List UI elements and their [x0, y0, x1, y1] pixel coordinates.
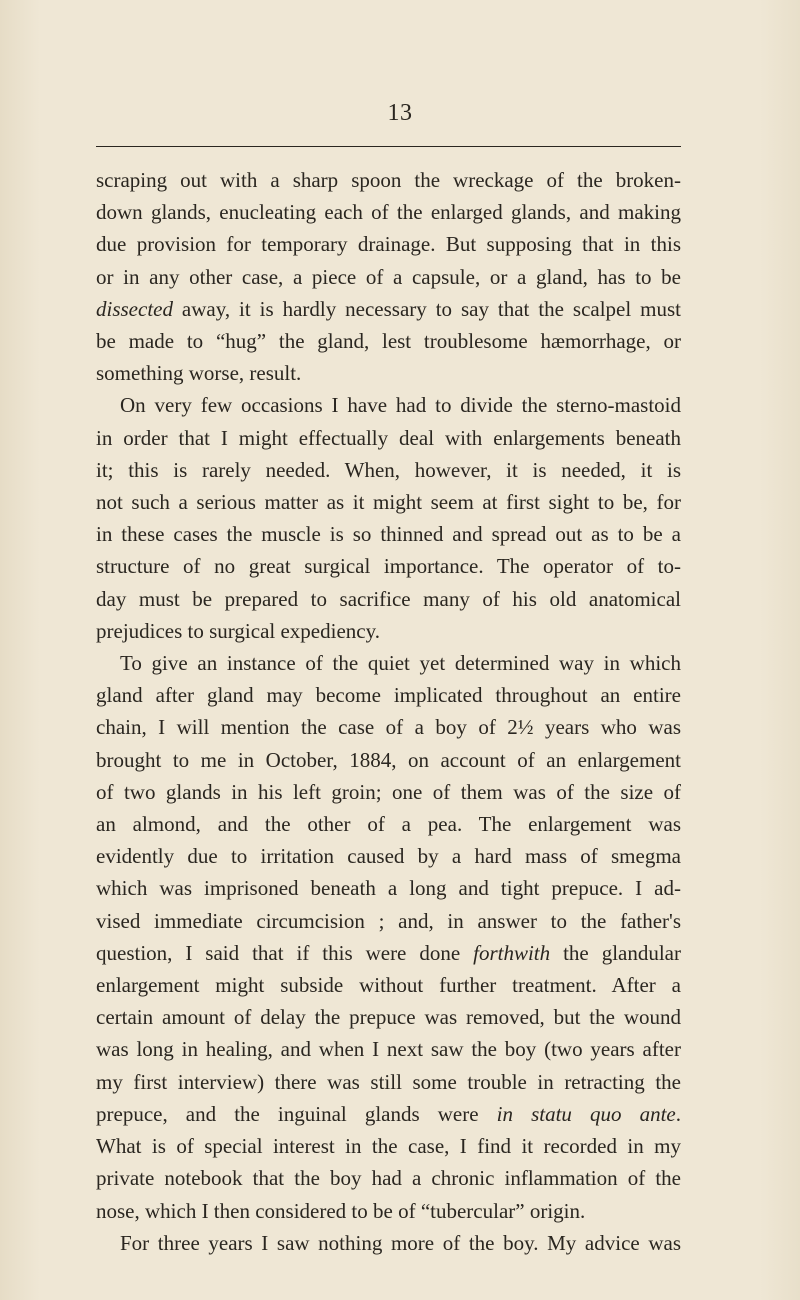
text-line: in order that I might effectually deal with enlargements beneath — [96, 425, 681, 450]
italic-phrase: in statu quo ante — [496, 1101, 676, 1126]
text-line: down glands, enucleating each of the enlarged glands, and making — [96, 200, 681, 225]
text-fragment: the glandular — [550, 940, 681, 965]
text-line: not such a serious matter as it might seem at first sight to be, for — [96, 490, 681, 515]
text-line: To give an instance of the quiet yet determined way in which — [120, 651, 681, 676]
text-line: due provision for temporary drainage. But supposing that in this — [96, 232, 681, 257]
italic-word: forthwith — [473, 940, 551, 965]
text-fragment: question, I said that if this were done — [96, 940, 474, 965]
text-line: chain, I will mention the case of a boy of 2½ years who was — [96, 715, 681, 740]
paragraph-2 — [96, 389, 681, 647]
text-line: vised immediate circumcision ; and, in answer to the father's — [96, 908, 681, 933]
text-line: be made to “hug” the gland, lest troublesome hæmorrhage, or — [96, 329, 681, 354]
text-line: On very few occasions I have had to divide the sterno-mastoid — [120, 393, 681, 418]
text-line — [96, 937, 681, 969]
text-line: my first interview) there was still some trouble in retracting the — [96, 1069, 681, 1094]
text-line: certain amount of delay the prepuce was removed, but the wound — [96, 1005, 681, 1030]
text-line: an almond, and the other of a pea. The enlargement was — [96, 812, 681, 837]
paragraph-3 — [96, 647, 681, 1227]
text-line: which was imprisoned beneath a long and tight prepuce. I ad- — [96, 876, 681, 901]
body-text — [96, 164, 681, 1259]
text-line — [96, 1098, 681, 1130]
italic-word: dissected — [96, 296, 173, 321]
paragraph-1 — [96, 164, 681, 389]
text-line: something worse, result. — [96, 361, 302, 386]
text-line: What is of special interest in the case, I find it recorded in my — [96, 1134, 681, 1159]
text-line — [96, 293, 681, 325]
paragraph-4 — [96, 1227, 681, 1259]
text-line: prejudices to surgical expediency. — [96, 618, 380, 643]
text-line: private notebook that the boy had a chronic inflammation of the — [96, 1166, 681, 1191]
text-line: scraping out with a sharp spoon the wreckage of the broken- — [96, 168, 681, 192]
text-line: For three years I saw nothing more of the boy. My advice was — [120, 1230, 681, 1255]
text-line: evidently due to irritation caused by a hard mass of smegma — [96, 844, 681, 869]
text-line: enlargement might subside without further treatment. After a — [96, 973, 681, 998]
page-number: 13 — [387, 100, 413, 126]
text-line: brought to me in October, 1884, on account of an enlargement — [96, 747, 681, 772]
text-line: day must be prepared to sacrifice many of his old anatomical — [96, 586, 681, 611]
text-line: structure of no great surgical importance. The operator of to- — [96, 554, 681, 579]
text-fragment: . — [675, 1101, 681, 1126]
text-fragment: away, it is hardly necessary to say that the scalpel must — [172, 296, 681, 321]
text-line: gland after gland may become implicated throughout an entire — [96, 683, 681, 708]
text-line: or in any other case, a piece of a capsule, or a gland, has to be — [96, 264, 681, 289]
text-line: it; this is rarely needed. When, however, it is needed, it is — [96, 457, 681, 482]
text-fragment: prepuce, and the inguinal glands were — [96, 1101, 497, 1126]
text-line: was long in healing, and when I next saw the boy (two years after — [96, 1037, 681, 1062]
text-line: nose, which I then considered to be of “tubercular” origin. — [96, 1198, 586, 1223]
text-line: in these cases the muscle is so thinned and spread out as to be a — [96, 522, 681, 547]
text-line: of two glands in his left groin; one of them was of the size of — [96, 779, 681, 804]
header-rule — [96, 146, 681, 147]
